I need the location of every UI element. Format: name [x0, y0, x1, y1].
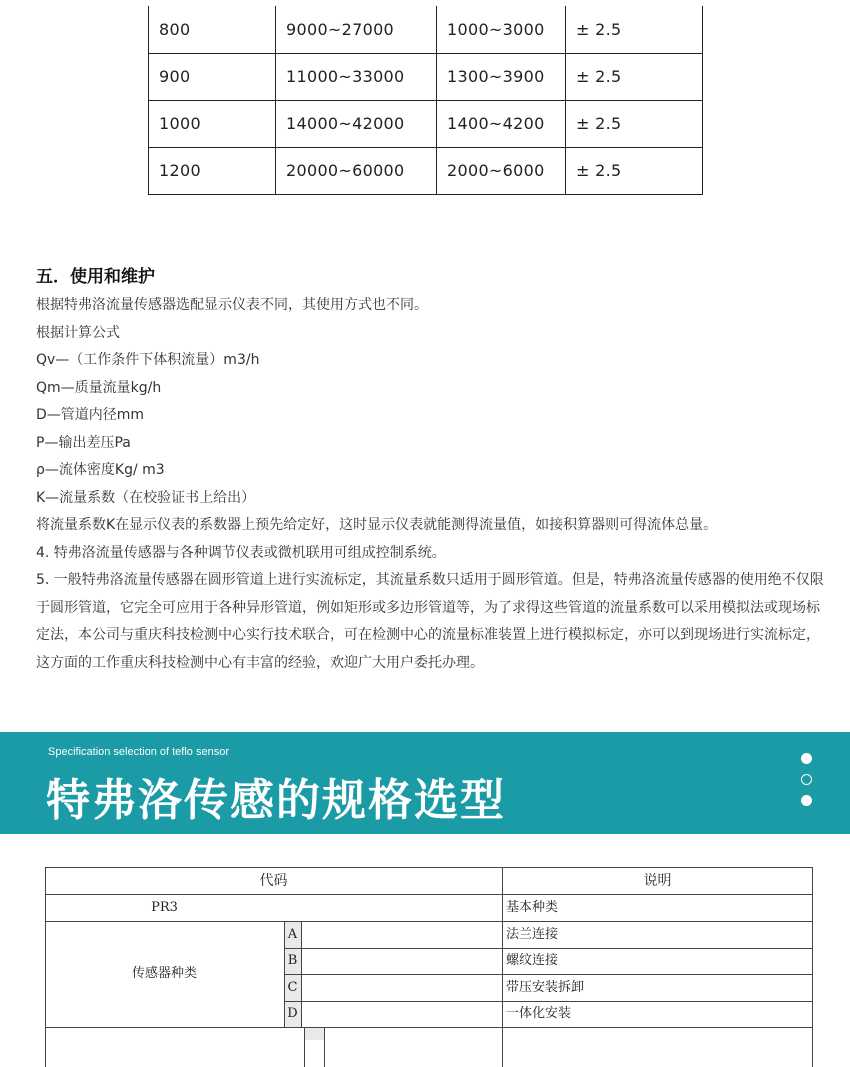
table-row: [149, 147, 703, 194]
table-cell-diameter: 800: [149, 6, 276, 53]
banner-subtitle: Specification selection of teflo sensor: [48, 746, 229, 758]
dot-outline-icon: [801, 774, 812, 785]
header-code: 代码: [259, 873, 288, 889]
row-divider: [45, 921, 813, 922]
table-row: [149, 53, 703, 100]
col-divider: [812, 867, 813, 1067]
table-cell-accuracy: ± 2.5: [566, 147, 703, 194]
table-cell-range: 11000~33000: [276, 53, 437, 100]
paragraph: 根据特弗洛流量传感器选配显示仪表不同，其使用方式也不同。: [36, 297, 428, 313]
table-cell-range: 14000~42000: [276, 100, 437, 147]
col-divider: [324, 1027, 325, 1067]
option-description: 一体化安装: [506, 1006, 572, 1021]
option-description: 螺纹连接: [506, 953, 559, 968]
table-cell-range: 9000~27000: [276, 6, 437, 53]
table-cell-diameter: 900: [149, 53, 276, 100]
table-cell-range: 2000~6000: [437, 147, 566, 194]
option-code: C: [287, 980, 298, 995]
table-cell-diameter: 1200: [149, 147, 276, 194]
table-cell-diameter: 1000: [149, 100, 276, 147]
model-description: 基本种类: [506, 900, 559, 915]
option-code: A: [287, 927, 298, 942]
table-cell-accuracy: ± 2.5: [566, 53, 703, 100]
paragraph: P—输出差压Pa: [36, 434, 131, 451]
spec-selection-banner: [0, 732, 850, 834]
flow-range-table: [148, 6, 703, 195]
option-code: D: [287, 1006, 298, 1021]
paragraph: D—管道内径mm: [36, 407, 145, 423]
table-cell-accuracy: ± 2.5: [566, 100, 703, 147]
header-description: 说明: [643, 873, 672, 889]
code-column-shade: [304, 1028, 324, 1040]
col-divider: [301, 921, 302, 1027]
table-cell-accuracy: ± 2.5: [566, 6, 703, 53]
dot-icon: [801, 795, 812, 806]
table-cell-range: 20000~60000: [276, 147, 437, 194]
section-heading: 五．使用和维护: [36, 267, 155, 287]
sensor-type-label: 传感器种类: [131, 966, 197, 981]
paragraph: Qv—（工作条件下体积流量）m3/h: [36, 352, 260, 368]
option-code: B: [287, 953, 298, 968]
row-divider: [45, 1027, 813, 1028]
paragraph: ρ—流体密度Kg/ m3: [36, 462, 165, 478]
usage-maintenance-section: [36, 262, 826, 677]
dot-icon: [801, 753, 812, 764]
option-description: 带压安装拆卸: [506, 980, 585, 995]
paragraph: 4. 特弗洛流量传感器与各种调节仪表或微机联用可组成控制系统。: [36, 544, 446, 561]
paragraph: 根据计算公式: [36, 324, 120, 341]
table-row: [149, 100, 703, 147]
table-row: [149, 6, 703, 53]
banner-title: 特弗洛传感的规格选型: [46, 775, 506, 826]
banner-dots: [801, 753, 812, 816]
paragraph: 5. 一般特弗洛流量传感器在圆形管道上进行实流标定，其流量系数只适用于圆形管道。但是，特弗洛流量传感器的使用绝不仅限于圆形管道，它完全可应用于各种异形管道，例如矩形或多边形管道等，为了求得这些管道的流量系数可以采用模拟法或现场标定法，本公司与重庆科技检测中心实行技术联合，可在检测中心的流量标准装置上进行模拟标定，亦可以到现场进行实流标定，这方面的工作重庆科技检测中心有丰富的经验，欢迎广大用户委托办理。: [36, 572, 824, 671]
option-description: 法兰连接: [506, 927, 559, 942]
paragraph: K—流量系数（在校验证书上给出）: [36, 489, 256, 506]
paragraph: 将流量系数K在显示仪表的系数器上预先给定好，这时显示仪表就能测得流量值，如接积算器则可得流体总量。: [36, 517, 718, 533]
spec-selection-table: [45, 867, 813, 1067]
table-cell-range: 1300~3900: [437, 53, 566, 100]
model-code: PR3: [151, 900, 178, 915]
table-cell-range: 1400~4200: [437, 100, 566, 147]
col-divider: [304, 1027, 305, 1067]
paragraph: Qm—质量流量kg/h: [36, 379, 162, 396]
table-cell-range: 1000~3000: [437, 6, 566, 53]
col-divider: [502, 867, 503, 1067]
